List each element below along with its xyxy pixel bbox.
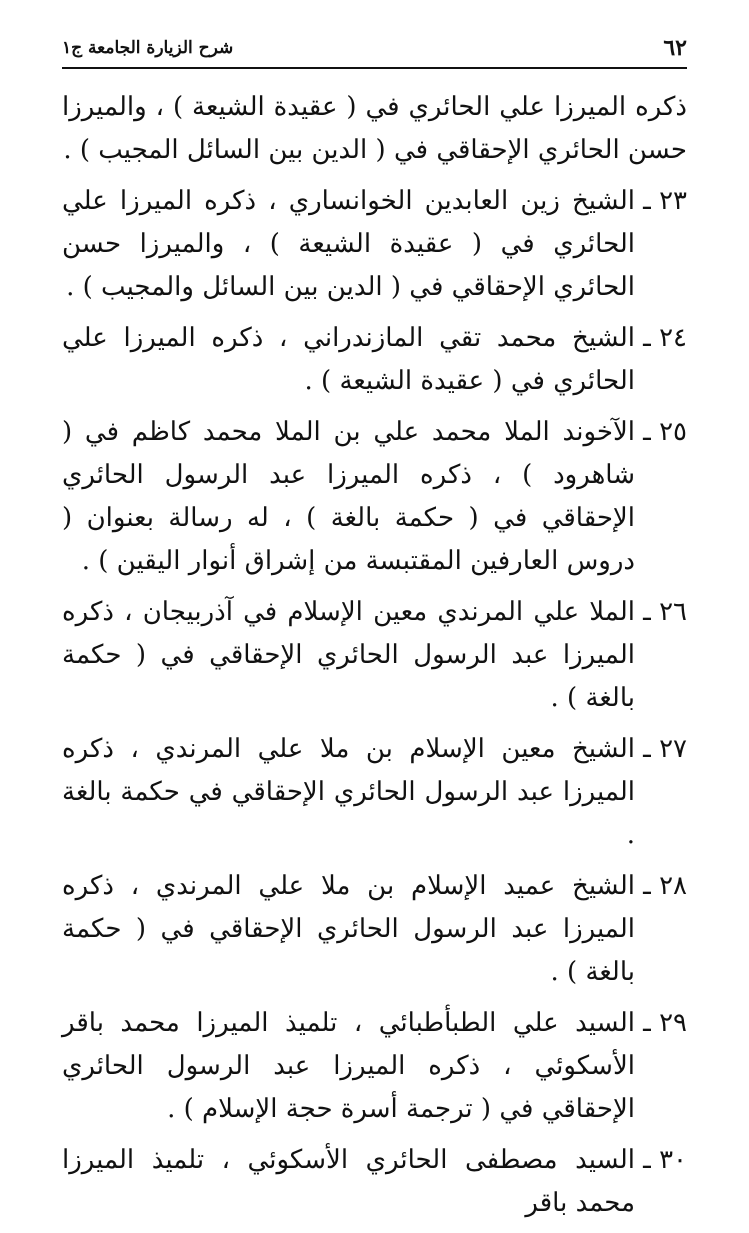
entry-number: ٢٥ ـ: [643, 417, 687, 447]
entry-text: الشيخ محمد تقي المازندراني ، ذكره الميرزا علي الحائري في ( عقيدة الشيعة ) .: [62, 323, 635, 396]
entry-text: الشيخ زين العابدين الخوانساري ، ذكره الميرزا علي الحائري في ( عقيدة الشيعة ) ، والميرزا حسن الحائري الإحقاقي في ( الدين بين السائل والمجيب ) .: [62, 186, 635, 302]
entry-number: ٢٦ ـ: [643, 597, 687, 627]
entry-text: السيد مصطفى الحائري الأسكوئي ، تلميذ الميرزا محمد باقر: [62, 1145, 635, 1218]
list-item-30: [62, 1139, 687, 1225]
body-text: [62, 86, 687, 1233]
list-item-23: [62, 180, 687, 309]
list-item-25: [62, 411, 687, 583]
page-header: [62, 30, 687, 66]
list-item-26: [62, 591, 687, 720]
entry-text: الملا علي المرندي معين الإسلام في آذربيجان ، ذكره الميرزا عبد الرسول الحائري الإحقاقي في ( حكمة بالغة ) .: [62, 597, 635, 713]
entry-number: ٢٨ ـ: [643, 871, 687, 901]
entry-number: ٢٩ ـ: [643, 1008, 687, 1038]
entry-number: ٢٣ ـ: [643, 186, 687, 216]
entry-text: الشيخ عميد الإسلام بن ملا علي المرندي ، ذكره الميرزا عبد الرسول الحائري الإحقاقي في ( حكمة بالغة ) .: [62, 871, 635, 987]
list-item-24: [62, 317, 687, 403]
entry-number: ٢٤ ـ: [643, 323, 687, 353]
list-item-28: [62, 865, 687, 994]
page-number: ٦٢: [663, 35, 687, 61]
list-item-27: [62, 728, 687, 857]
entry-text: الآخوند الملا محمد علي بن الملا محمد كاظم في ( شاهرود ) ، ذكره الميرزا عبد الرسول الحائري الإحقاقي في ( حكمة بالغة ) ، له رسالة بعنوان ( دروس العارفين المقتبسة من إشراق أنوار اليقين ) .: [62, 417, 635, 576]
intro-paragraph: ذكره الميرزا علي الحائري في ( عقيدة الشيعة ) ، والميرزا حسن الحائري الإحقاقي في ( الدين بين السائل المجيب ) .: [62, 92, 687, 165]
header-divider: [62, 67, 687, 69]
running-title: شرح الزيارة الجامعة ج١: [62, 38, 234, 58]
list-item-29: [62, 1002, 687, 1131]
entry-text: السيد علي الطبأطبائي ، تلميذ الميرزا محمد باقر الأسكوئي ، ذكره الميرزا عبد الرسول الحائري الإحقاقي في ( ترجمة أسرة حجة الإسلام ) .: [62, 1008, 635, 1124]
entry-number: ٣٠ ـ: [643, 1145, 687, 1175]
entry-number: ٢٧ ـ: [643, 734, 687, 764]
entry-text: الشيخ معين الإسلام بن ملا علي المرندي ، ذكره الميرزا عبد الرسول الحائري الإحقاقي في حكمة بالغة .: [62, 734, 635, 850]
